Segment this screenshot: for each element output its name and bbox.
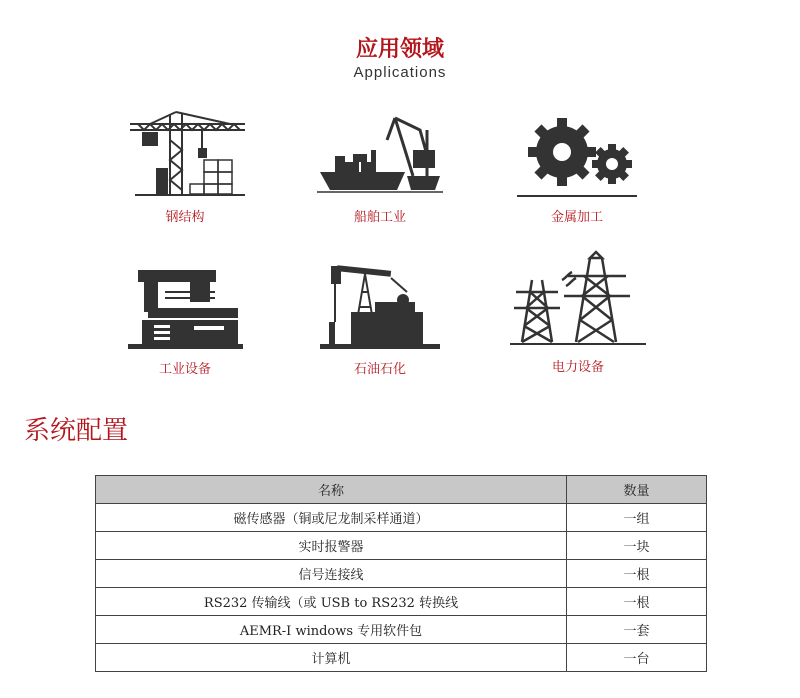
- system-config-title: 系统配置: [24, 416, 129, 446]
- power-tower-icon: [508, 250, 648, 350]
- app-label: 工业设备: [158, 362, 211, 377]
- app-label: 钢结构: [165, 210, 205, 225]
- app-label: 船舶工业: [353, 210, 406, 225]
- applications-title-cn: 应用领域: [355, 37, 444, 62]
- app-label: 电力设备: [551, 360, 604, 375]
- cell-name: AEMR-I windows 专用软件包: [96, 616, 567, 644]
- gears-icon: [512, 110, 642, 200]
- config-table: [95, 475, 707, 672]
- table-row: [96, 560, 707, 588]
- cargo-ship-icon: [315, 110, 445, 200]
- table-row: [96, 504, 707, 532]
- tower-crane-icon: [120, 110, 250, 200]
- column-header-quantity: 数量: [567, 476, 707, 504]
- cell-name: 磁传感器（铜或尼龙制采样通道）: [96, 504, 567, 532]
- cell-quantity: 一套: [567, 616, 707, 644]
- oil-pump-icon: [315, 262, 445, 352]
- table-row: [96, 644, 707, 672]
- app-power-equipment: [508, 250, 648, 375]
- table-row: [96, 532, 707, 560]
- app-label: 金属加工: [550, 210, 603, 225]
- cell-name: RS232 传输线（或 USB to RS232 转换线: [96, 588, 567, 616]
- app-shipbuilding: [315, 110, 445, 225]
- table-row: [96, 588, 707, 616]
- cell-quantity: 一组: [567, 504, 707, 532]
- app-industrial-equipment: [120, 262, 250, 377]
- applications-title-en: Applications: [353, 64, 447, 81]
- cell-quantity: 一台: [567, 644, 707, 672]
- app-metalworking: [512, 110, 642, 225]
- cell-quantity: 一根: [567, 588, 707, 616]
- industrial-machine-icon: [120, 262, 250, 352]
- table-row: [96, 616, 707, 644]
- cell-name: 计算机: [96, 644, 567, 672]
- cell-quantity: 一块: [567, 532, 707, 560]
- cell-name: 信号连接线: [96, 560, 567, 588]
- app-petrochemical: [315, 262, 445, 377]
- column-header-name: 名称: [96, 476, 567, 504]
- app-label: 石油石化: [353, 362, 406, 377]
- cell-quantity: 一根: [567, 560, 707, 588]
- cell-name: 实时报警器: [96, 532, 567, 560]
- app-steel-structure: [120, 110, 250, 225]
- table-header-row: [96, 476, 707, 504]
